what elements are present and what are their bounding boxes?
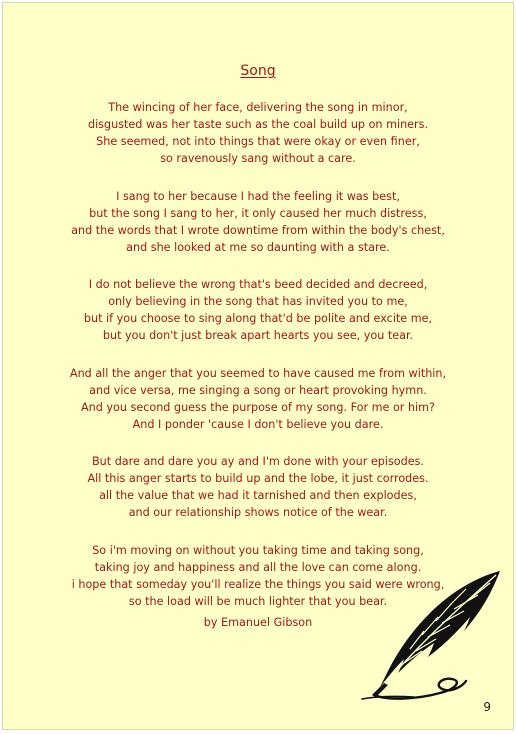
stanza-5 [3,453,513,521]
poem-line: so ravenously sang without a care. [160,152,356,165]
poem-line: all the value that we had it tarnished and then explodes, [99,489,417,502]
page-number: 9 [483,700,491,714]
poem-line: And you second guess the purpose of my song. For me or him? [81,400,435,414]
poem-line: But dare and dare you ay and I'm done with your episodes. [91,455,424,468]
poem-line: taking joy and happiness and all the love can come along. [94,560,422,574]
poem-line: And I ponder 'cause I don't believe you dare. [132,417,384,431]
stanza-1 [3,99,513,167]
poem-title: Song [240,63,276,79]
poem-line: but if you choose to sing along that'd be polite and excite me, [83,312,433,325]
poem-page [2,2,514,730]
poem-line: and the words that I wrote downtime from within the body's chest, [71,223,445,237]
poem-line: and our relationship shows notice of the wear. [128,506,388,519]
poem-line: so the load will be much lighter that you bear. [128,594,388,608]
poem-line: disgusted was her taste such as the coal build up on miners. [87,118,429,131]
poem-line: The wincing of her face, delivering the song in minor, [108,101,408,114]
poem-line: but you don't just break apart hearts you see, you tear. [102,329,414,342]
poem-body [3,99,513,630]
author-byline: by Emanuel Gibson [203,616,313,629]
poem-line: and vice versa, me singing a song or heart provoking hymn. [89,383,427,397]
stanza-2 [3,188,513,256]
poem-line: I sang to her because I had the feeling it was best, [116,189,400,203]
poem-line: All this anger starts to build up and the lobe, it just corrodes. [87,472,429,485]
quill-pen-icon [358,569,503,701]
poem-line: She seemed, not into things that were okay or even finer, [96,135,420,148]
stanza-3 [3,276,513,344]
poem-line: And all the anger that you seemed to have caused me from within, [69,366,447,380]
poem-line: So i'm moving on without you taking time and taking song, [92,543,424,557]
stanza-4 [3,365,513,433]
poem-line: I do not believe the wrong that's beed decided and decreed, [88,278,428,291]
poem-line: and she looked at me so daunting with a stare. [126,240,390,254]
poem-line: but the song I sang to her, it only caused her much distress, [89,206,427,220]
poem-line: only believing in the song that has invited you to me, [108,295,408,308]
poem-line: i hope that someday you'll realize the things you said were wrong, [71,577,445,591]
